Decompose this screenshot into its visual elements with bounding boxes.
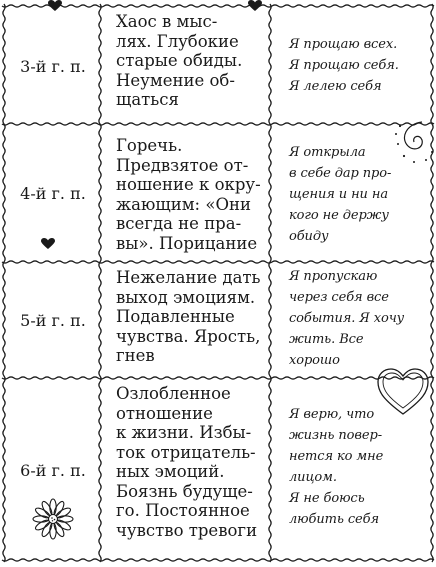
heart-icon — [41, 238, 55, 250]
row-label: 6-й г. п. — [20, 460, 86, 480]
row-description: Хаос в мыс- лях. Глубокие старые обиды. Неумение об- щаться — [116, 12, 243, 109]
row-description: Озлобленное отношение к жизни. Избы- ток отрицатель- ных эмоций. Боязнь будуще- го. Постоянное чувство тревоги — [116, 384, 258, 540]
row-affirmation: Я прощаю всех. Я прощаю себя. Я лелею себя — [289, 37, 399, 94]
row-affirmation: Я верю, что жизнь повер- нется ко мне лицом. Я не боюсь любить себя — [289, 407, 384, 527]
row-label: 3-й г. п. — [20, 56, 86, 76]
row-description: Нежелание дать выход эмоциям. Подавленные чувства. Ярость, гнев — [116, 268, 261, 365]
heart-outline-icon — [374, 364, 432, 420]
daisy-flower-icon — [30, 496, 76, 542]
column-divider — [3, 4, 5, 562]
swirl-dots-icon — [392, 116, 436, 168]
row-label: 5-й г. п. — [20, 310, 86, 330]
row-divider — [2, 261, 434, 263]
heart-icon — [248, 0, 262, 12]
row-affirmation: Я открыла в себе дар про- щения и ни на кого не держу обиду — [289, 145, 392, 244]
heart-icon — [48, 0, 62, 12]
row-divider — [2, 5, 434, 7]
row-divider — [2, 377, 434, 379]
row-divider — [2, 123, 434, 125]
row-description: Горечь. Предвзятое от- ношение к окру- жающим: «Они всегда не пра- вы». Порицание — [116, 136, 261, 253]
row-label: 4-й г. п. — [20, 183, 86, 203]
row-divider — [2, 559, 434, 561]
row-affirmation: Я пропускаю через себя все события. Я хочу жить. Все хорошо — [289, 269, 405, 368]
